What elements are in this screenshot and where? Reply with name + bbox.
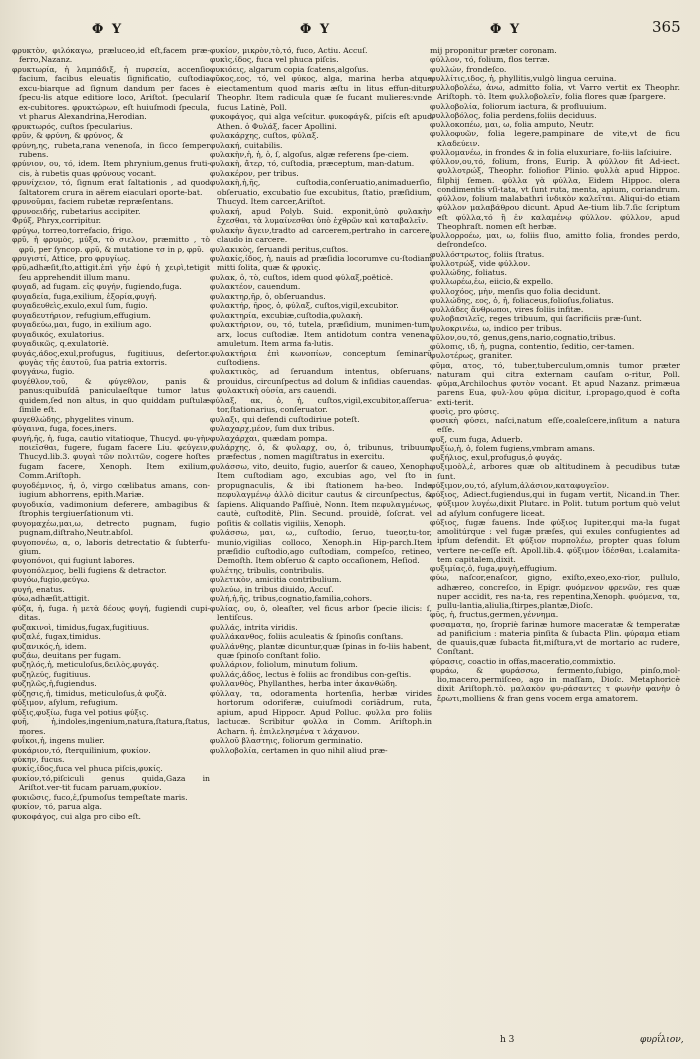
- dictionary-entry: φυλακτήρια ἐπὶ κωνοπίων, conceptum ſeminarū cuſtodiens.: [210, 348, 432, 367]
- dictionary-entry: φυλάρχης, ὁ, & φυλαρχ, ου, ὁ, tribunus, tribuum præfectus , nomen magiſtratus in exercitu.: [210, 443, 432, 462]
- dictionary-entry: φρυκτωρός, cuſtos ſpecularius.: [12, 121, 133, 131]
- dictionary-entry: φρῦ,adhæſit,ſto,attigit.ἐπὶ γῆν ἐφύ ἡ χειρὶ,tetigit ſeu apprehendit illum manu.: [12, 263, 210, 282]
- dictionary-entry: φυλλάνθης, plantæ dicuntur,quæ ſpinas in fo-liis habent, quæ ſpinoſo conſtant folio.: [210, 641, 432, 660]
- dictionary-entry: φυγάς,άδος,exul,profugus, fugitiuus, deſertor. φυγὰς τῆς ἑαυτοῦ, ſua patria extorris.: [12, 348, 210, 367]
- column-left: [12, 46, 210, 1036]
- dictionary-entry: φυλοκρινέω, ω, indico per tribus.: [430, 323, 562, 333]
- dictionary-entry: φυλαχάρχαι, quædam pompa.: [210, 433, 328, 443]
- dictionary-entry: φυγαδικῶς, q.exulatoriè.: [12, 339, 109, 349]
- dictionary-entry: φυζηλός,ἡ, meticuloſus,δειλὸς,φυγάς.: [12, 660, 159, 670]
- dictionary-entry: φυλακή, apud Polyb. Suid. exponit,ὑπὸ φυλακὴν ἔχεσθαι, τὰ λυμαίνεσθαι ὑπὸ ἐχθρῶν καὶ καταβαλεῖν.: [210, 206, 432, 226]
- dictionary-entry: φυλλάριον, foliolum, minutum folium.: [210, 660, 358, 670]
- dictionary-entry: φυγαδεία, fuga,exilium, ἐξορία,φυγή.: [12, 291, 157, 301]
- dictionary-entry: φυγοδικία, vadimonium deferere, ambagibus & ſtrophis tergiuerſationum vti.: [12, 499, 210, 519]
- dictionary-entry: φυζαλέ, fugax,timidus.: [12, 632, 101, 642]
- dictionary-entry: φυλακίς,ίδος, ἡ, nauis ad præſidia locorumve cu-ſtodiam mitti ſolita, quæ & φρυκὶς.: [210, 253, 432, 273]
- dictionary-entry: φυλλομανέω, in frondes & in folia eluxuriare, fo-liis laſciuire.: [430, 147, 672, 157]
- dictionary-entry: φῦκος,εος, τό, vel φύκος, alga, marina herba atque eiectamentum quod maris æſtu in litus effun-ditur, Theophr. Item radicula quæ ſe fucant mulieres:vnde fucus Latinè, Poll.: [210, 74, 432, 112]
- dictionary-entry: φυλλανθὸς, Phyllanthes, herba inter ἀκανθώδη.: [210, 679, 398, 689]
- dictionary-entry: φυζηλῶς,ἡ,fugiendus.: [12, 679, 97, 689]
- dictionary-entry: φυλλάς, intrita viridis.: [210, 622, 298, 632]
- dictionary-entry: φυγοπονέω, α, ο, laboris detrectatio & ſubterfu-gium.: [12, 537, 210, 557]
- dictionary-entry: φύω, naſcor,enaſcor, gigno, exiſto,exeo,exo-rior, pullulo, adhæreo, concreſco, in Epigr. φυόμενον φρενῶν, res quæ nuper accidit, res na-ta, res repentina,Xenoph. φυόμενα, τα, pullu-lantia,aliulia,ſtirpes,plantæ,Dioſc.: [430, 573, 680, 610]
- dictionary-entry: φύζα, ἡ, fuga. ἡ μετὰ δέους φυγή, fugiendi cupi-ditas.: [12, 603, 210, 623]
- dictionary-entry: φυλακτήρ, ῆρος, ὁ, φύλαξ, cuſtos,vigil,excubitor.: [210, 301, 399, 311]
- dictionary-entry: φύγαινα, fuga, foces,iners.: [12, 424, 117, 434]
- dictionary-entry: φυγαδ, ad fugam. εἰς φυγήν, fugiendo,fuga.: [12, 282, 182, 292]
- dictionary-entry: φυγή, enatus.: [12, 584, 65, 594]
- dictionary-entry: φυκιῶσις, fuco,ἐ,ſpumoſus tempeſtate maris.: [12, 792, 188, 802]
- dictionary-entry: φυγή,ῆς, ἡ, fuga, cautio vitatioque, Thucyd. φυ-γὴν ποιεῖσθαι, fugere, fugam facere Liu. φεύγειν, Thucyd.lib.3. φυγαὶ τῶν πολιτῶν, cogere hoſtes fugam facere, Xenoph. Item exilium, Comm.Ariſtoph.: [12, 433, 210, 481]
- dictionary-entry: φυξ, cum fuga, Aduerb.: [430, 434, 523, 444]
- dictionary-entry: φυλλάδες ἄνθρωποι, vires foliis infitæ.: [430, 305, 584, 314]
- dictionary-entry: φυλέτης, tribulis, contribulis.: [210, 565, 325, 575]
- dictionary-entry: φυλακὴν,ἡ, ἡ, ὁ, ſ, algoſus, algæ referens ſpe-ciem.: [210, 149, 409, 159]
- dictionary-entry: φύξις,φυξίω, fuga vel potius φύξις.: [12, 707, 149, 717]
- dictionary-entry: φυγοπόνοι, qui fugiunt labores.: [12, 556, 135, 566]
- dictionary-entry: φρυκτωρία, ἡ λαμπάδιξ, ἡ πυρσεία, accenſio facium, facibus eleuatis ſignificatio, cuſtodia excu-biarque ad ſignum dandum per faces è ſpecu-lis atque editiore loco, Ariſtot. ſpeculariſ ex-cubitores. φρυκτώρων, eſt huiuſmodi ſpecula, vt pharus Alexandrina,Herodian.: [12, 64, 210, 122]
- catchword: φυρΐλιον,: [640, 1035, 684, 1045]
- dictionary-entry: φυγόω,fugio,φεύγω.: [12, 575, 90, 585]
- dictionary-entry: φυκίς,ίδος,fuca vel phuca piſcis,φυκίς.: [12, 764, 163, 774]
- dictionary-entry: φυγοπόλεμος, belli fugiens & detractor.: [12, 565, 167, 575]
- dictionary-entry: φυσαματα, ηο, ſropriè farinæ humore maceratæ & temperatæ ad panificium : materia pinſita & ſubacta Plin. φύραμα etiam de quauis,quæ ſubacta fit,miſtura,vt de mortario ac rudere, Conſtant.: [430, 619, 680, 657]
- dictionary-entry: φύλλαγ, τα, odoramenta hortenſia, herbæ virides hortorum odoriferæ, cuiuſmodi coriādrum, ruta, apium, apud Hippocr. Apud Polluc. φυλλα pro foliis lactucæ. Scribitur φυλλα in Comm. Ariſtoph.in Acharn. ἡ. ἐπιλελησμένα τ λάχανον.: [210, 688, 432, 736]
- dictionary-entry: φυλλορροέω, μαι, ω, foliis fluo, amitto folia, frondes perdo, deſrondeſco.: [430, 231, 680, 250]
- dictionary-entry: φυλετικὸν, amicitia contribulium.: [210, 575, 342, 585]
- dictionary-entry: φύξιμον,ου,τό, aſylum,ἀλάσιον,καταφυγεῖον.: [430, 480, 610, 490]
- dictionary-entry: φυλαξι, qui defendi cuſtodiriue poteſt.: [210, 414, 360, 424]
- dictionary-entry: φύλαξ, ακ, ὁ, ἡ, cuſtos,vigil,excubitor,aſſerua-tor,ſtationarius, conſeruator.: [210, 395, 432, 415]
- dictionary-entry: φῦς, ἡ, fructus,germen,γέννημα.: [430, 610, 559, 620]
- dictionary-entry: φυζανικός,ἡ, idem.: [12, 641, 87, 651]
- dictionary-entry: φυξιμοὸλ,ἐ, arbores quæ ob altitudinem à pecudibus tutæ ſunt.: [430, 462, 680, 481]
- dictionary-entry: φυκοφάγος, qui alga veſcitur. φυκοφάγ&, piſcis eſt apud Athen. ὁ Φυλάξ, facer Apollini.: [210, 112, 432, 131]
- dictionary-entry: φρυνίχειον, τό, ſignum erat ſaltationis , ad quod ſaltatorem crura in aërem eiaculari oporte-bat.: [12, 178, 210, 197]
- dictionary-entry: φυλακικὸς, ſeruandi peritus,cuſtos.: [210, 244, 349, 254]
- dictionary-entry: φύξιος, fugæ fauens. Inde φύξιος Iupiter,qui ma-la fugat amolitúrque : vel fugæ præſes, qui exules confugientes ad ipſum defendit. Et φύξιον πυρπολέω, propter quas ſolum vertere ne-ceſſe eſt. Apoll.lib.4. φύξιμον ἰδέσθαι, i.calamita-tem capitalem,dixit.: [430, 517, 680, 564]
- dictionary-entry: φυλλοβολία, certamen in quo nihil aliud præ-: [210, 745, 388, 755]
- dictionary-entry: φυζάω, deuitans per fugam.: [12, 651, 122, 660]
- dictionary-entry: φρύνη,ης, rubeta,rana venenoſa, in ſicco ſemper rubens.: [12, 140, 210, 159]
- dictionary-entry: φύζησις,ἡ, timidus, meticuloſus,ἀ φυζὰ.: [12, 688, 167, 698]
- dictionary-entry: φυλλοβόλος, folia perdens,foliis deciduus.: [430, 110, 597, 120]
- dictionary-entry: φυλακὴν ἄγειν,tradto ad carcerem,pertraho in carcere, claudo in carcere.: [210, 225, 432, 245]
- page-number: 365: [652, 18, 681, 36]
- dictionary-entry: φύρασις, coactio in offas,maceratio,commixtio.: [430, 656, 616, 666]
- dictionary-entry: φυλλόστρωτος, foliis ſtratus.: [430, 249, 545, 259]
- dictionary-entry: φυγέθλον,τοῦ, & φύγεθλον, panis & panus:quibuſdā paniculaeſtque tumor latus quidem,ſed non altus, in quo quiddam puſtulæ ſimile eſt.: [12, 376, 210, 415]
- dictionary-entry: φυγοδέμνιος, ἡ, ὁ, virgo cœlibatus amans, con-iugium abhorrens, epith.Mariæ.: [12, 480, 210, 500]
- dictionary-entry: φυλάσσω, vito, deuito, fugio, auerſor & caueo, Xenoph. Item cuſtodiam ago, excubias ago, vel ſto in propugnaculis, & ibi ſtationem ha-beo. Inde πεφυλαγμένῳ ἀλλὸ dicitur cautus & circunſpectus, & ſapiens. Aliquando Paſſiuè, Nonn. Item πεφυλαγμένως, cautè, cuſtoditè, Plin. Secund. prouidè, ſoſcrat. vel poſitis & collatis vigiliis, Xenoph.: [210, 461, 432, 528]
- dictionary-entry: φυλλωρέω,ἐω, eiicio,& expello.: [430, 277, 554, 287]
- dictionary-entry: φυκιόεις, algarum copia ſcatens,algoſus.: [210, 64, 369, 74]
- dictionary-entry: φυσὶς, pro φύσις.: [430, 406, 500, 416]
- dictionary-entry: φρυνοειδής, rubetarius accipiter.: [12, 206, 141, 216]
- dictionary-entry: φυλλοφυῶν, folia legere,pampinare de vite,vt de ficu κλαδεύειν.: [430, 129, 680, 148]
- page-footer: [0, 1035, 700, 1053]
- dictionary-entry: φυλλίτις,ιδος, ἡ, phyllitis,vulgò lingua ceruina.: [430, 73, 617, 83]
- dictionary-entry: φυλακτηρ,ῆρ, ὁ, obſeruandus.: [210, 291, 326, 301]
- dictionary-entry: φυλλοβολέω, ἀνω, admitto folia, vt Varro vertit ex Theophr. Ariſtoph. τὸ. Item φυλλοβολεῖν, folia flores quæ ſpargere.: [430, 83, 680, 102]
- dictionary-entry: φυγομαχέω,μαι,ω, detrecto pugnam, fugio pugnam,diſtraho,Neutr.abſol.: [12, 518, 210, 538]
- header-right: Φ Υ: [490, 22, 522, 37]
- dictionary-entry: φρῦ, ἡ φρυμὸς, μύξα, τὸ σιελον, præmitto , τὸ φρῦ, per ſyncop. φρῦ, & mutatione τσ in ρ, φρῦ.: [12, 235, 210, 254]
- dictionary-entry: φύλλον, τό, folium, flos terræ.: [430, 55, 550, 65]
- dictionary-entry: φυλακτικὸς, ad ſeruandum intentus, obſeruans, prouidus, circunſpectus ad dolum & inſidias cauendas. φυλακτικὴ οὐσία, ars cauendi.: [210, 367, 432, 396]
- dictionary-entry: φυΐκοι,ἡ, ingens mulier.: [12, 736, 105, 746]
- dictionary-entry: φυλεύω, in tribus diuido, Accuſ.: [210, 584, 334, 594]
- text-columns: [0, 46, 700, 1036]
- dictionary-entry: φυλλοβολία, foliorum iactura, & profluuium.: [430, 101, 607, 111]
- dictionary-entry: φυγαδεύω,μαι, fugo, in exilium ago.: [12, 320, 152, 330]
- dictionary-entry: φυξήλιος, exul,profugus,ὁ φυγάς.: [430, 453, 563, 462]
- dictionary-entry: φρυνοῦμαι, faciem rubetæ repræſentans.: [12, 197, 174, 207]
- dictionary-entry: φυῆ, ἡ,indoles,ingenium,natura,ſtatura,ſtatus, mores.: [12, 717, 210, 736]
- dictionary-entry: mij proponitur præter coronam.: [430, 46, 557, 55]
- dictionary-entry: φυκὶς,ίδος, fuca vel phuca piſcis.: [210, 55, 339, 65]
- dictionary-entry: φυγαδευθεὶς,exulo,exul ſum, fugio.: [12, 301, 148, 311]
- column-right: [430, 46, 680, 1036]
- dictionary-entry: φυγγάνω, fugio.: [12, 367, 75, 377]
- dictionary-entry: φυγαδευτήριον, refugium,effugium.: [12, 310, 151, 320]
- dictionary-entry: φυλακή, cuitabilis.: [210, 140, 283, 150]
- dictionary-entry: φυλοτέρως, graniter.: [430, 351, 513, 361]
- dictionary-entry: φυλλώδης, εος, ὁ, ἡ, foliaceus,folioſus,foliatus.: [430, 295, 614, 305]
- dictionary-entry: φύξιμον, aſylum, refugium.: [12, 698, 118, 708]
- dictionary-entry: φρυγιστί, Attice, pro φρυγίως.: [12, 253, 131, 263]
- dictionary-entry: φυλοβασιλεῖς, reges tribuum, qui ſacrificiis præ-ſunt.: [430, 314, 642, 324]
- dictionary-entry: φυζηλεύς, fugitiuus.: [12, 669, 91, 679]
- dictionary-entry: φυλακτηρία, excubiæ,cuſtodia,φυλακὴ.: [210, 310, 363, 320]
- dictionary-entry: φρυκτὸν, φιλόκαγω, præluceo,id eſt,facem præ-ferro,Nazanz.: [12, 46, 210, 65]
- dictionary-entry: φυγαδικός, exulatorius.: [12, 329, 105, 339]
- dictionary-entry: φυλακτέον, cauendum.: [210, 282, 301, 292]
- dictionary-entry: φυλλοχόος, μὴν, menſis quo folia decidunt.: [430, 286, 601, 296]
- dictionary-entry: φυγεθλώδης, phygelites vinum.: [12, 414, 134, 424]
- dictionary-entry: φυλή,ἡ,ῆς, tribus,cognatio,familia,cohors.: [210, 594, 373, 604]
- header-center: Φ Υ: [300, 22, 332, 37]
- dictionary-entry: φυλακὴ,ἡ,ῆς, cuſtodia,conſeruatio,animaduerſio, obſeruatio, excubatio ſue excubitus, ſtatio, præſidium, Thucyd. Item carcer,Ariſtot.: [210, 178, 432, 207]
- dictionary-entry: φυλλοκοπέω, μαι, ω, folia amputo, Neutr.: [430, 120, 594, 129]
- dictionary-entry: φυλλοτρώξ, vide φύλλον.: [430, 258, 531, 268]
- dictionary-entry: φυλλάς,ἀδος, lectus è foliis ac frondibus con-geſtis.: [210, 669, 412, 679]
- dictionary-entry: φρῦν, & φρύνη, & φρύνος, &: [12, 131, 124, 141]
- dictionary-entry: φυκίον,τό,piſciculi genus quida,Gaza in Ariſtot.ver-tit fucam paruam,φυκίον.: [12, 773, 210, 793]
- dictionary-entry: φυζακινοὶ, timidus,fugax,fugitiuus.: [12, 622, 150, 632]
- dictionary-entry: φυξιμίας,ὁ, fuga,φυγὴ,effugium.: [430, 564, 558, 573]
- dictionary-entry: φύω,adhæſit,attigit.: [12, 594, 90, 604]
- dictionary-entry: φυλαχαρχ,μέον, ſum dux tribus.: [210, 424, 335, 434]
- dictionary-entry: φυσικὴ φύσει, naſci,natum eſſe,coaleſcere,inſitum a natura eſſe.: [430, 416, 680, 435]
- header-left: Φ Υ: [92, 22, 124, 37]
- dictionary-entry: Φρύξ, Phryx,corripitur.: [12, 216, 101, 226]
- dictionary-entry: φυλλών, frondeſco.: [430, 64, 507, 74]
- dictionary-entry: φυλακάρχης, cuſtos, φύλαξ.: [210, 131, 319, 141]
- dictionary-entry: φύκην, fucus.: [12, 754, 65, 764]
- dictionary-entry: φυλλοῦ βλαστηις, foliorum germinatio.: [210, 736, 363, 746]
- dictionary-entry: φυλλώδης, foliatus.: [430, 268, 507, 277]
- dictionary-entry: φῦμα, ατος, τό, tuber,tuberculum,omnis tumor præter naturam qui citra externam cauſam o-ritur, Poll. φῦμα,Archilochus φυτὸν vocant. Et apud Nazanz. primæua parens Eua, φυλ-λου φῦμα dicitur, i.propago,quod è cofta exti-terit.: [430, 360, 680, 407]
- dictionary-entry: φυκίον, μικρὸν,τὸ,τό, fuco, Actiu. Accuſ.: [210, 46, 368, 55]
- dictionary-entry: φυλλάκανθος, foliis aculeatis & ſpinoſis conſtans.: [210, 632, 404, 642]
- dictionary-entry: φυλάσσω, μαι, ω,, cuſtodio, ſeruo, tueor,tu-tor, munio,vigilias colloco, Xenoph.in Hip-parch.Item præſidio cuſtodio,ago cuſtodiam, compeſco, retineo, Demoſth. Item obſeruo & capto occaſionem, Heſiod.: [210, 528, 432, 566]
- dictionary-entry: φυλακέρον, per tribus.: [210, 168, 299, 178]
- column-middle: [210, 46, 432, 1036]
- dictionary-entry: φύλοπις, ιδ, ἡ, pugna, contentio, ſeditio, cer-tamen.: [430, 342, 635, 351]
- dictionary-entry: φυξίω,ἡ, ὁ, folem fugiens,vmbram amans.: [430, 443, 595, 453]
- dictionary-entry: φυκοφάγος, cui alga pro cibo eſt.: [12, 811, 141, 821]
- dictionary-entry: φῦλον,ου,τό, genus,gens,nario,cognatio,tribus.: [430, 332, 616, 342]
- signature-mark: h 3: [500, 1035, 515, 1045]
- dictionary-entry: φύλλον,ου,τό, folium, frons, Eurip. Ἀ φύλλον fit Ad-iect. φυλλοτρώξ, Theophr. foliofior Plinio. φυλλὰ apud Hippoc. filphij ſemen. φύλλα γὰ φύλλα, Eidem Hippoc. olera condimentis vſi-tata, vt ſunt ruta, menta, apium, coriandrum. φύλλον, folium malabathri ἰνδικὸν καλεῖται. Aliqui-do etiam φύλλον μαλαβάθρου dicunt. Apud Ae-tium lib.7.ſic ſcriptum eſt φύλλα,τό ἢ ἐν καλαμένῳ φύλλον. φύλλον, apud Theophraſt. nomen eſt herbæ.: [430, 157, 680, 231]
- dictionary-entry: φυλακτήριον, ου, τό, tutela, præſidium, munimen-tum, arx, locus cuſtodiæ. Item antidotum contra venena, amuletum. Item arma fa-lutis.: [210, 320, 432, 349]
- dictionary-entry: φρύνιον, ου, τό, idem. Item phrynium,genus fruti-cis, à rubetis quas φρύνους vocant.: [12, 159, 210, 178]
- dictionary-entry: φυκίον, τό, parua alga.: [12, 802, 102, 812]
- dictionary-entry: φυλακ, ὁ, τὸ, cuſtos, idem quod φύλαξ,poëticè.: [210, 272, 394, 282]
- dictionary-entry: φρύγω, torreo,torrefacio, frigo.: [12, 225, 134, 235]
- dictionary-entry: φυλίας, ου, ὁ, oleaſter, vel ficus arbor ſpecie ilicis: ſ, lentiſcus.: [210, 603, 432, 623]
- dictionary-entry: φυράω, & φυράσσω, fermento,ſubigo, pinſo,mol-lio,macero,permiſceo, ago in maſſam, Dioſc. Metaphoricè dixit Ariſtoph.τὸ. μαλακὸν φυ-ράσαντες τ φωνὴν φανὴν ὁ ἔρωτι,molliens & fran gens vocem erga amatorem.: [430, 665, 680, 703]
- running-header: [0, 18, 700, 46]
- dictionary-entry: φυλακὴ, ἄτερ, τό, cuſtodia, præceptum, man-datum.: [210, 159, 415, 169]
- dictionary-entry: φυκάριον,τό, ſterquilinium, φυκίον.: [12, 745, 151, 755]
- dictionary-entry: φύξιος, Adiect.fugiendus,qui in fugam vertit, Nicand.in Ther. φύξιμον λυγέω,dixit Plutarc. in Polit. tutum portum quò velut ad aſylum confugere liceat.: [430, 490, 680, 518]
